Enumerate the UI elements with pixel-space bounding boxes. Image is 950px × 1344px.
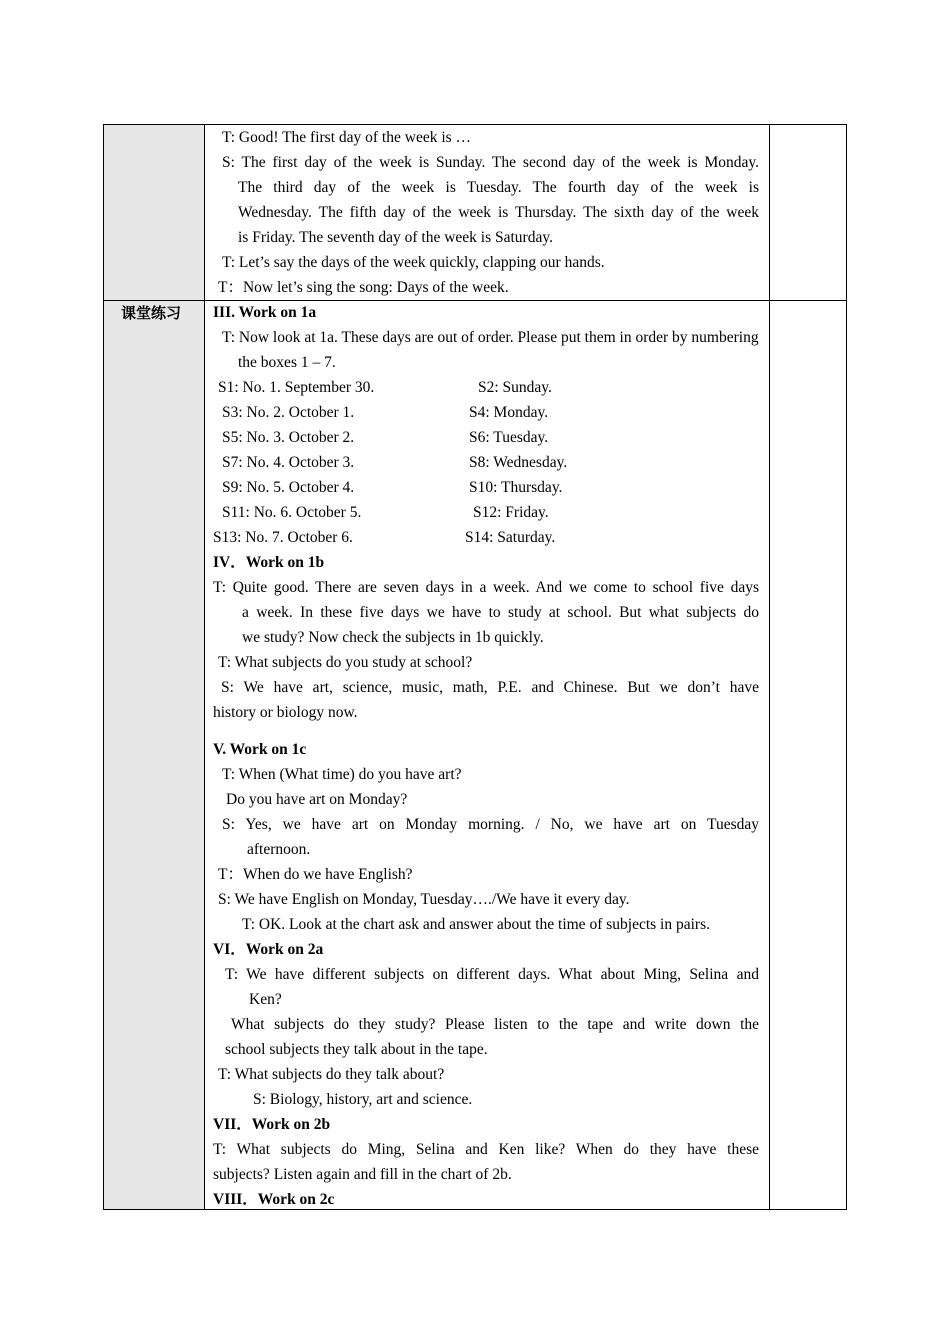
sidebar-shade	[104, 125, 204, 1209]
section5-line-3: S: Yes, we have art on Monday morning. / No, we have art on Tuesday	[222, 816, 759, 833]
pair-left-1: S1: No. 1. September 30.	[218, 379, 375, 396]
section6-heading: VI．Work on 2a	[213, 941, 324, 958]
section3-intro-2: the boxes 1 – 7.	[238, 354, 336, 371]
section4-heading: IV．Work on 1b	[213, 554, 325, 571]
column-divider-2	[769, 125, 770, 1209]
pair-left-3: S5: No. 3. October 2.	[222, 429, 355, 446]
section5-line-2: Do you have art on Monday?	[226, 791, 408, 808]
section7-heading: VII．Work on 2b	[213, 1116, 331, 1133]
column-divider-1	[204, 125, 205, 1209]
section6-line-2: Ken?	[249, 991, 282, 1008]
pair-right-7: S14: Saturday.	[465, 529, 556, 546]
section5-heading: V. Work on 1c	[213, 741, 307, 758]
pair-right-5: S10: Thursday.	[469, 479, 563, 496]
pair-left-5: S9: No. 5. October 4.	[222, 479, 355, 496]
section8-heading: VIII．Work on 2c	[213, 1191, 335, 1208]
pair-right-1: S2: Sunday.	[478, 379, 552, 396]
top-line-6: T: Let’s say the days of the week quickly, clapping our hands.	[222, 254, 605, 271]
section6-line-5: T: What subjects do they talk about?	[218, 1066, 445, 1083]
section6-line-1: T: We have different subjects on different days. What about Ming, Selina and	[225, 966, 759, 983]
pair-left-4: S7: No. 4. October 3.	[222, 454, 355, 471]
section4-line-1: T: Quite good. There are seven days in a week. And we come to school five days	[213, 579, 759, 596]
top-line-1: T: Good! The first day of the week is …	[222, 129, 472, 146]
section4-line-6: history or biology now.	[213, 704, 358, 721]
section6-line-3: What subjects do they study? Please listen to the tape and write down the	[231, 1016, 759, 1033]
section5-line-6: S: We have English on Monday, Tuesday…./We have it every day.	[218, 891, 630, 908]
section6-line-4: school subjects they talk about in the tape.	[225, 1041, 488, 1058]
section4-line-5: S: We have art, science, music, math, P.E. and Chinese. But we don’t have	[221, 679, 759, 696]
section4-line-4: T: What subjects do you study at school?	[218, 654, 473, 671]
section4-line-2: a week. In these five days we have to study at school. But what subjects do	[242, 604, 759, 621]
section5-line-4: afternoon.	[247, 841, 311, 858]
top-line-3: The third day of the week is Tuesday. The fourth day of the week is	[238, 179, 759, 196]
sidebar-label: 课堂练习	[121, 304, 182, 322]
section5-line-5: T：When do we have English?	[218, 866, 413, 883]
section7-line-1: T: What subjects do Ming, Selina and Ken like? When do they have these	[213, 1141, 759, 1158]
pair-left-6: S11: No. 6. October 5.	[222, 504, 362, 521]
top-line-7: T：Now let’s sing the song: Days of the week.	[218, 279, 509, 296]
top-line-5: is Friday. The seventh day of the week is Saturday.	[238, 229, 553, 246]
top-line-2: S: The first day of the week is Sunday. The second day of the week is Monday.	[222, 154, 759, 171]
section4-line-3: we study? Now check the subjects in 1b quickly.	[242, 629, 544, 646]
pair-right-2: S4: Monday.	[469, 404, 549, 421]
section5-line-1: T: When (What time) do you have art?	[222, 766, 462, 783]
section3-intro-1: T: Now look at 1a. These days are out of order. Please put them in order by numbering	[222, 329, 759, 346]
section7-line-2: subjects? Listen again and fill in the chart of 2b.	[213, 1166, 512, 1183]
pair-right-4: S8: Wednesday.	[469, 454, 568, 471]
section5-line-7: T: OK. Look at the chart ask and answer about the time of subjects in pairs.	[242, 916, 710, 933]
pair-left-7: S13: No. 7. October 6.	[213, 529, 353, 546]
top-line-4: Wednesday. The fifth day of the week is Thursday. The sixth day of the week	[238, 204, 759, 221]
pair-right-3: S6: Tuesday.	[469, 429, 549, 446]
pair-right-6: S12: Friday.	[473, 504, 549, 521]
section3-heading: III. Work on 1a	[213, 304, 317, 321]
section6-line-6: S: Biology, history, art and science.	[253, 1091, 473, 1108]
pair-left-2: S3: No. 2. October 1.	[222, 404, 355, 421]
